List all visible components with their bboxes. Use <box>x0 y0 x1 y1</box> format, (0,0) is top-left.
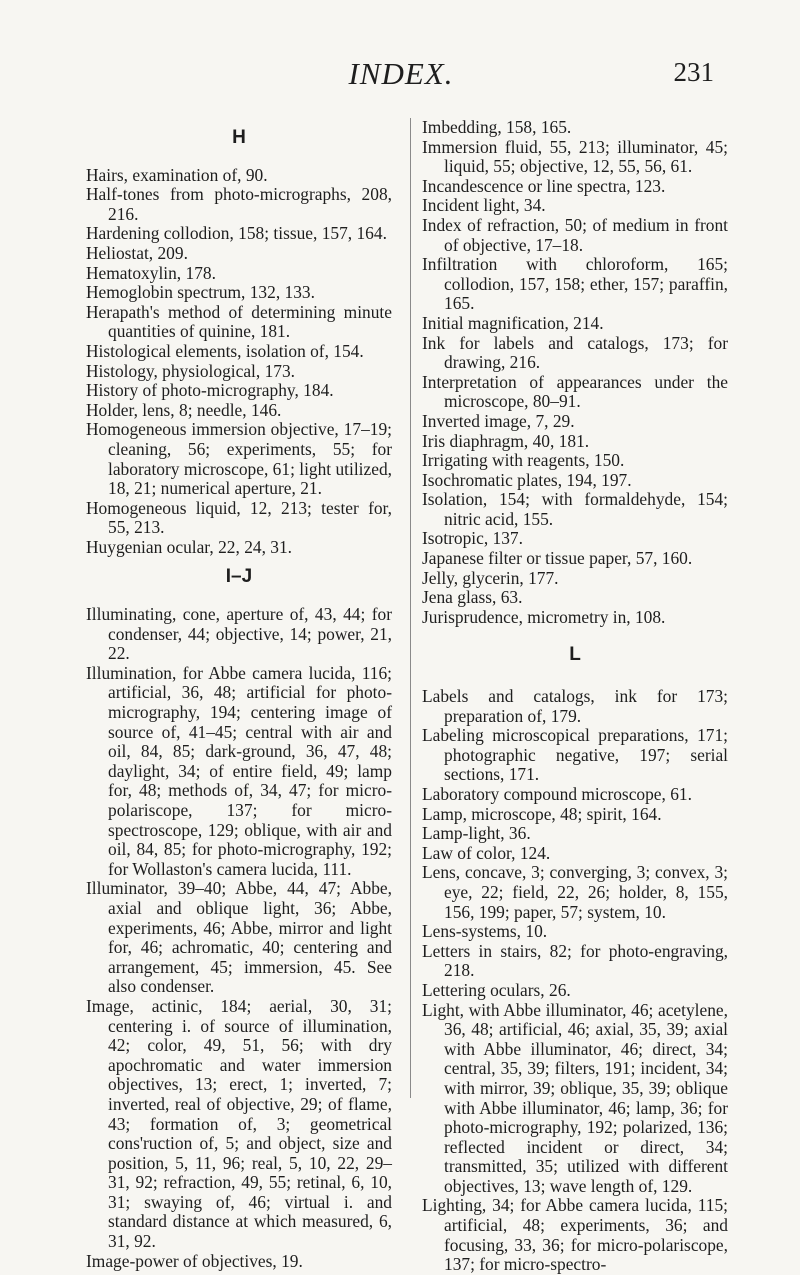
index-entry: Heliostat, 209. <box>86 242 188 263</box>
index-entry: Ink for labels and catalogs, 173; for drawing, 216. <box>422 332 728 373</box>
index-entry: Half-tones from photo-micrographs, 208, 216. <box>86 184 392 224</box>
index-entry: Iris diaphragm, 40, 181. <box>422 430 590 451</box>
index-entry: Hairs, examination of, 90. <box>86 164 268 185</box>
index-entry: Irrigating with reagents, 150. <box>422 450 625 471</box>
index-entry: Hardening collodion, 158; tissue, 157, 164. <box>86 223 387 244</box>
index-entry: Letters in stairs, 82; for photo-engraving, 218. <box>422 940 728 981</box>
index-entry: Immersion fluid, 55, 213; illuminator, 45; liquid, 55; objective, 12, 55, 56, 61. <box>422 136 728 177</box>
index-entry: Illuminating, cone, aperture of, 43, 44; for condenser, 44; objective, 14; power, 21, 22. <box>86 604 392 664</box>
index-entry: Incident light, 34. <box>422 195 546 216</box>
index-entry: Lamp, microscope, 48; spirit, 164. <box>422 803 662 824</box>
page-header <box>88 56 714 96</box>
index-entry: Initial magnification, 214. <box>422 312 604 333</box>
left-column <box>86 118 392 1271</box>
index-entry: Inverted image, 7, 29. <box>422 410 575 431</box>
index-entry: Lens, concave, 3; converging, 3; convex, 3; eye, 22; field, 22, 26; holder, 8, 155, 156, 199; paper, 57; system, 10. <box>422 862 728 922</box>
index-entry: Isochromatic plates, 194, 197. <box>422 469 632 490</box>
index-entry: Lettering oculars, 26. <box>422 979 571 1000</box>
index-entry: Lens-systems, 10. <box>422 921 548 942</box>
index-entry: History of photo-micrography, 184. <box>86 380 334 401</box>
index-entry: Histological elements, isolation of, 154. <box>86 340 364 361</box>
entries-l <box>422 687 728 1275</box>
index-entry: Index of refraction, 50; of medium in front of objective, 17–18. <box>422 214 728 255</box>
index-entry: Light, with Abbe illuminator, 46; acetylene, 36, 48; artificial, 46; axial, 35, 39; axial with Abbe illuminator, 46; direct, 34; central, 35, 39; filters, 191; incident, 34; with mirror, 39; oblique, 35, 39; oblique with Abbe illuminator, 46; lamp, 36; for photo-micrography, 192; polarized, 136; reflected incident or direct, 34; transmitted, 35; utilized with different objectives, 13; wave length of, 129. <box>422 999 728 1196</box>
index-entry: Jena glass, 63. <box>422 587 523 608</box>
index-entry: Law of color, 124. <box>422 842 551 863</box>
index-entry: Lamp-light, 36. <box>422 823 531 844</box>
entries-i-continued <box>422 118 728 627</box>
index-entry: Herapath's method of determining minute quantities of quinine, 181. <box>86 301 392 342</box>
index-entry: Lighting, 34; for Abbe camera lucida, 115; artificial, 48; experiments, 36; and focusing, 33, 36; for micro-polariscope, 137; for micro-spectro- <box>422 1195 728 1275</box>
index-entry: Illuminator, 39–40; Abbe, 44, 47; Abbe, axial and oblique light, 36; Abbe, experiments, 46; Abbe, mirror and light for, 46; achromatic, 40; centering and arrangement, 45; immersion, 45. See also condenser. <box>86 878 392 997</box>
index-entry: Holder, lens, 8; needle, 146. <box>86 399 282 420</box>
index-entry: Labeling microscopical preparations, 171; photographic negative, 197; serial sections, 171. <box>422 725 728 785</box>
entries-h <box>86 166 392 558</box>
section-heading-l: L <box>569 644 581 666</box>
index-entry: Histology, physiological, 173. <box>86 360 296 381</box>
index-entry: Interpretation of appearances under the microscope, 80–91. <box>422 371 728 412</box>
page-number: 231 <box>673 57 714 87</box>
index-entry: Imbedding, 158, 165. <box>422 117 572 137</box>
index-entry: Hematoxylin, 178. <box>86 262 216 283</box>
entries-ij <box>86 605 392 1271</box>
index-entry: Laboratory compound microscope, 61. <box>422 784 692 804</box>
index-entry: Image-power of objectives, 19. <box>86 1250 303 1271</box>
running-head: INDEX. <box>348 56 454 91</box>
index-entry: Illumination, for Abbe camera lucida, 116; artificial, 36, 48; artificial for photo-micrography, 194; centering image of source of, 41–45; central with air and oil, 84, 85; dark-ground, 36, 47, 48; daylight, 34; of entire field, 49; lamp for, 48; methods of, 34, 47; for micro-polariscope, 137; for micro-spectroscope, 129; oblique, with air and oil, 84, 85; for photo-micrography, 192; for Wollaston's camera lucida, 111. <box>86 662 392 879</box>
right-column <box>422 118 728 1275</box>
index-entry: Homogeneous immersion objective, 17–19; cleaning, 56; experiments, 55; for laboratory microscope, 61; light utilized, 18, 21; numerical aperture, 21. <box>86 419 392 499</box>
index-entry: Huygenian ocular, 22, 24, 31. <box>86 536 293 557</box>
index-entry: Labels and catalogs, ink for 173; preparation of, 179. <box>422 686 728 726</box>
section-heading-ij: I–J <box>225 566 253 588</box>
column-divider <box>410 118 411 1098</box>
index-entry: Homogeneous liquid, 12, 213; tester for, 55, 213. <box>86 497 392 538</box>
index-entry: Incandescence or line spectra, 123. <box>422 175 666 196</box>
index-entry: Hemoglobin spectrum, 132, 133. <box>86 282 315 303</box>
index-entry: Infiltration with chloroform, 165; collodion, 157, 158; ether, 157; paraffin, 165. <box>422 254 728 314</box>
index-entry: Isotropic, 137. <box>422 528 523 549</box>
index-entry: Japanese filter or tissue paper, 57, 160. <box>422 548 693 569</box>
section-heading-h: H <box>232 127 246 148</box>
index-entry: Jelly, glycerin, 177. <box>422 567 559 588</box>
index-entry: Image, actinic, 184; aerial, 30, 31; centering i. of source of illumination, 42; color, 49, 51, 56; with dry apochromatic and water immersion objectives, 13; erect, 1; inverted, 7; inverted, real of objective, 29; of flame, 43; formation of, 3; geometrical cons'ruction of, 5; and object, size and position, 5, 11, 96; real, 5, 10, 22, 29–31, 92; refraction, 49, 55; retinal, 6, 10, 31; swaying of, 46; virtual i. and standard distance at which measured, 6, 31, 92. <box>86 995 392 1252</box>
index-entry: Isolation, 154; with formaldehyde, 154; nitric acid, 155. <box>422 489 728 529</box>
index-entry: Jurisprudence, micrometry in, 108. <box>422 606 666 627</box>
